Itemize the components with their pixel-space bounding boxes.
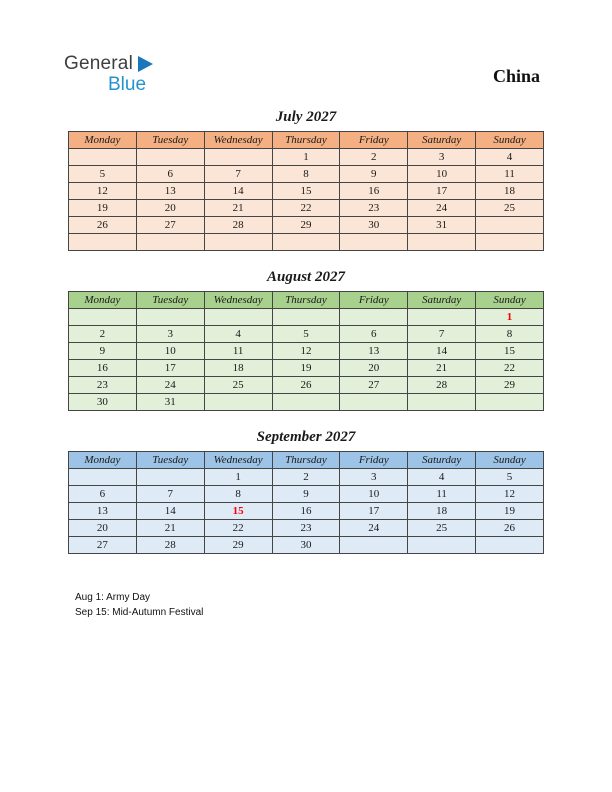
- month-grid: [68, 131, 544, 251]
- general-blue-logo: [64, 54, 153, 95]
- empty-day-cell: [272, 308, 340, 325]
- day-cell: 9: [69, 342, 137, 359]
- day-cell: 24: [136, 376, 204, 393]
- empty-day-cell: [204, 308, 272, 325]
- holiday-note: Aug 1: Army Day: [75, 591, 151, 603]
- weekday-header: Tuesday: [136, 131, 204, 148]
- empty-day-cell: [408, 233, 476, 250]
- weekday-header: Sunday: [476, 131, 544, 148]
- day-cell: 13: [136, 182, 204, 199]
- empty-day-cell: [136, 468, 204, 485]
- empty-day-cell: [408, 308, 476, 325]
- empty-day-cell: [476, 233, 544, 250]
- weekday-header: Thursday: [272, 451, 340, 468]
- day-cell: 28: [136, 536, 204, 553]
- week-row: [69, 359, 544, 376]
- day-cell: 14: [136, 502, 204, 519]
- weekday-header: Monday: [69, 451, 137, 468]
- week-row: [69, 502, 544, 519]
- day-cell: 29: [476, 376, 544, 393]
- day-cell: 5: [272, 325, 340, 342]
- day-cell: 3: [408, 148, 476, 165]
- holiday-note: Sep 15: Mid-Autumn Festival: [75, 606, 204, 618]
- logo-line: [64, 54, 153, 74]
- weekday-header: Tuesday: [136, 451, 204, 468]
- weekday-header-row: [69, 291, 544, 308]
- day-cell: 1: [476, 308, 544, 325]
- calendars-container: [0, 109, 612, 554]
- day-cell: 24: [408, 199, 476, 216]
- day-cell: 17: [136, 359, 204, 376]
- day-cell: 20: [340, 359, 408, 376]
- day-cell: 17: [340, 502, 408, 519]
- weekday-header: Friday: [340, 451, 408, 468]
- day-cell: 2: [340, 148, 408, 165]
- page-title: China: [492, 66, 540, 86]
- week-row: [69, 148, 544, 165]
- week-row: [69, 233, 544, 250]
- day-cell: 9: [272, 485, 340, 502]
- calendar-september: [0, 429, 612, 554]
- day-cell: 19: [272, 359, 340, 376]
- day-cell: 30: [340, 216, 408, 233]
- weekday-header: Monday: [69, 131, 137, 148]
- calendar-august: [0, 269, 612, 411]
- day-cell: 4: [408, 468, 476, 485]
- week-row: [69, 199, 544, 216]
- day-cell: 22: [204, 519, 272, 536]
- day-cell: 11: [204, 342, 272, 359]
- empty-day-cell: [136, 148, 204, 165]
- empty-day-cell: [272, 393, 340, 410]
- day-cell: 27: [136, 216, 204, 233]
- day-cell: 28: [204, 216, 272, 233]
- day-cell: 11: [408, 485, 476, 502]
- week-row: [69, 536, 544, 553]
- day-cell: 6: [69, 485, 137, 502]
- day-cell: 30: [272, 536, 340, 553]
- day-cell: 13: [340, 342, 408, 359]
- weekday-header: Saturday: [408, 291, 476, 308]
- day-cell: 2: [69, 325, 137, 342]
- empty-day-cell: [476, 393, 544, 410]
- empty-day-cell: [408, 393, 476, 410]
- day-cell: 23: [69, 376, 137, 393]
- day-cell: 25: [408, 519, 476, 536]
- day-cell: 22: [476, 359, 544, 376]
- day-cell: 4: [476, 148, 544, 165]
- weekday-header: Thursday: [272, 291, 340, 308]
- week-row: [69, 376, 544, 393]
- calendar-july: [0, 109, 612, 251]
- day-cell: 2: [272, 468, 340, 485]
- empty-day-cell: [69, 233, 137, 250]
- day-cell: 29: [272, 216, 340, 233]
- empty-day-cell: [340, 233, 408, 250]
- weekday-header: Friday: [340, 131, 408, 148]
- empty-day-cell: [204, 148, 272, 165]
- day-cell: 16: [340, 182, 408, 199]
- day-cell: 10: [136, 342, 204, 359]
- week-row: [69, 216, 544, 233]
- day-cell: 15: [476, 342, 544, 359]
- day-cell: 26: [272, 376, 340, 393]
- month-title: September 2027: [256, 428, 356, 445]
- day-cell: 24: [340, 519, 408, 536]
- weekday-header: Sunday: [476, 291, 544, 308]
- week-row: [69, 165, 544, 182]
- day-cell: 7: [204, 165, 272, 182]
- empty-day-cell: [476, 536, 544, 553]
- week-row: [69, 308, 544, 325]
- week-row: [69, 182, 544, 199]
- day-cell: 14: [204, 182, 272, 199]
- day-cell: 9: [340, 165, 408, 182]
- day-cell: 19: [476, 502, 544, 519]
- logo-triangle-icon: [138, 56, 153, 72]
- week-row: [69, 342, 544, 359]
- day-cell: 25: [476, 199, 544, 216]
- weekday-header: Tuesday: [136, 291, 204, 308]
- day-cell: 1: [272, 148, 340, 165]
- day-cell: 7: [408, 325, 476, 342]
- day-cell: 26: [476, 519, 544, 536]
- empty-day-cell: [69, 308, 137, 325]
- empty-day-cell: [408, 536, 476, 553]
- day-cell: 31: [408, 216, 476, 233]
- day-cell: 17: [408, 182, 476, 199]
- day-cell: 28: [408, 376, 476, 393]
- day-cell: 25: [204, 376, 272, 393]
- empty-day-cell: [204, 233, 272, 250]
- day-cell: 13: [69, 502, 137, 519]
- day-cell: 21: [408, 359, 476, 376]
- empty-day-cell: [340, 308, 408, 325]
- day-cell: 21: [136, 519, 204, 536]
- day-cell: 6: [340, 325, 408, 342]
- day-cell: 22: [272, 199, 340, 216]
- day-cell: 10: [340, 485, 408, 502]
- weekday-header-row: [69, 451, 544, 468]
- day-cell: 21: [204, 199, 272, 216]
- day-cell: 12: [69, 182, 137, 199]
- logo-text-general: General: [64, 53, 133, 74]
- weekday-header-row: [69, 131, 544, 148]
- week-row: [69, 485, 544, 502]
- month-title: August 2027: [267, 268, 345, 285]
- day-cell: 19: [69, 199, 137, 216]
- day-cell: 15: [272, 182, 340, 199]
- empty-day-cell: [136, 233, 204, 250]
- page-header: [0, 0, 612, 95]
- week-row: [69, 393, 544, 410]
- empty-day-cell: [340, 393, 408, 410]
- day-cell: 5: [476, 468, 544, 485]
- holiday-notes: [75, 590, 612, 620]
- day-cell: 12: [272, 342, 340, 359]
- week-row: [69, 519, 544, 536]
- day-cell: 31: [136, 393, 204, 410]
- day-cell: 4: [204, 325, 272, 342]
- day-cell: 18: [204, 359, 272, 376]
- day-cell: 16: [272, 502, 340, 519]
- day-cell: 3: [136, 325, 204, 342]
- weekday-header: Wednesday: [204, 131, 272, 148]
- day-cell: 5: [69, 165, 137, 182]
- week-row: [69, 468, 544, 485]
- day-cell: 12: [476, 485, 544, 502]
- day-cell: 26: [69, 216, 137, 233]
- weekday-header: Friday: [340, 291, 408, 308]
- day-cell: 18: [408, 502, 476, 519]
- month-title: July 2027: [275, 108, 337, 125]
- day-cell: 10: [408, 165, 476, 182]
- empty-day-cell: [476, 216, 544, 233]
- day-cell: 8: [476, 325, 544, 342]
- weekday-header: Saturday: [408, 451, 476, 468]
- day-cell: 27: [69, 536, 137, 553]
- day-cell: 30: [69, 393, 137, 410]
- empty-day-cell: [69, 468, 137, 485]
- empty-day-cell: [204, 393, 272, 410]
- day-cell: 20: [136, 199, 204, 216]
- day-cell: 6: [136, 165, 204, 182]
- empty-day-cell: [69, 148, 137, 165]
- empty-day-cell: [340, 536, 408, 553]
- day-cell: 23: [340, 199, 408, 216]
- empty-day-cell: [272, 233, 340, 250]
- empty-day-cell: [136, 308, 204, 325]
- weekday-header: Saturday: [408, 131, 476, 148]
- week-row: [69, 325, 544, 342]
- day-cell: 8: [204, 485, 272, 502]
- weekday-header: Sunday: [476, 451, 544, 468]
- month-grid: [68, 451, 544, 554]
- day-cell: 7: [136, 485, 204, 502]
- weekday-header: Monday: [69, 291, 137, 308]
- month-grid: [68, 291, 544, 411]
- day-cell: 23: [272, 519, 340, 536]
- logo-text-blue: Blue: [108, 73, 147, 95]
- day-cell: 15: [204, 502, 272, 519]
- day-cell: 11: [476, 165, 544, 182]
- weekday-header: Wednesday: [204, 451, 272, 468]
- day-cell: 3: [340, 468, 408, 485]
- day-cell: 8: [272, 165, 340, 182]
- day-cell: 29: [204, 536, 272, 553]
- day-cell: 18: [476, 182, 544, 199]
- day-cell: 27: [340, 376, 408, 393]
- day-cell: 16: [69, 359, 137, 376]
- day-cell: 14: [408, 342, 476, 359]
- day-cell: 20: [69, 519, 137, 536]
- day-cell: 1: [204, 468, 272, 485]
- weekday-header: Thursday: [272, 131, 340, 148]
- weekday-header: Wednesday: [204, 291, 272, 308]
